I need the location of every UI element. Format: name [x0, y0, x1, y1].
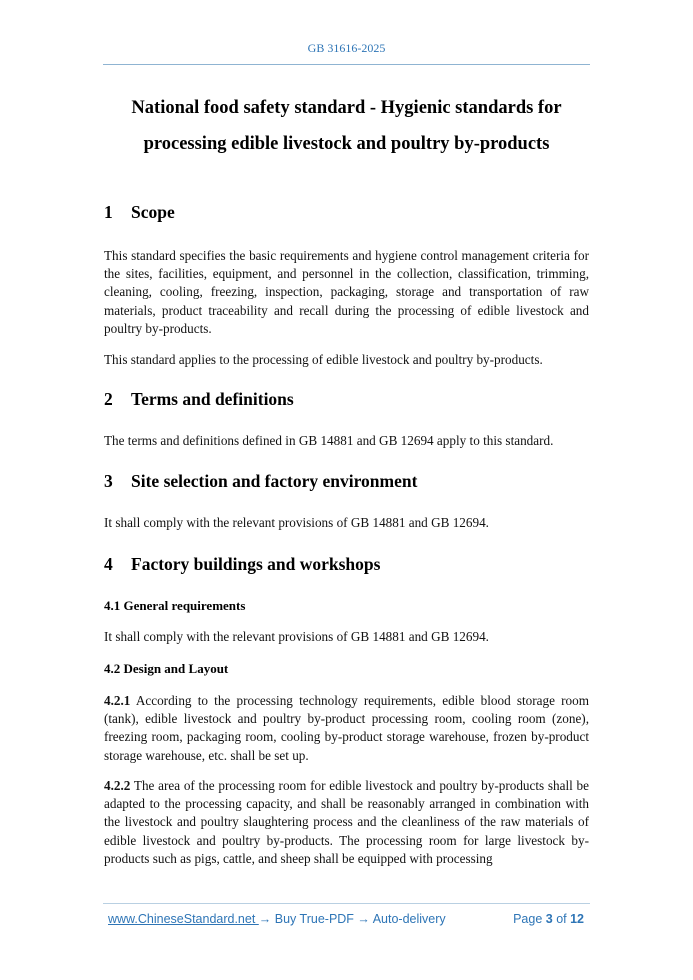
section-heading-site-selection [104, 471, 417, 492]
title-line-2: processing edible livestock and poultry by-products [143, 134, 550, 154]
buy-true-pdf-text: Buy True-PDF [271, 912, 358, 926]
clause-number: 4.2.1 [104, 693, 131, 708]
clause-4-2-1 [104, 692, 589, 765]
clause-text: The area of the processing room for edible livestock and poultry by-products shall be adapted to the processing capacity, and shall be reasonably arranged in combination with the livestock and poultry slaughtering process and the cleanliness of the raw materials of edible livestock and poultry by-products. The processing room for large livestock by-products such as pigs, cattle, and sheep shall be equipped with processing [104, 778, 590, 866]
chinesestandard-link[interactable]: www.ChineseStandard.net [108, 912, 259, 926]
footer-divider [103, 903, 590, 904]
terms-paragraph: The terms and definitions defined in GB 14881 and GB 12694 apply to this standard. [104, 433, 554, 448]
site-selection-paragraph: It shall comply with the relevant provisions of GB 14881 and GB 12694. [104, 515, 489, 530]
section-title: Terms and definitions [131, 389, 294, 409]
scope-paragraph-1: This standard specifies the basic requirements and hygiene control management criteria for the sites, facilities, equipment, and personnel in the collection, classification, trimming, cleaning, cooling, freezing, inspection, packaging, storage and transportation of raw materials, product traceability and recall during the processing of edible livestock and poultry by-products. [104, 248, 589, 336]
section-number: 3 [104, 471, 113, 491]
page-indicator [513, 912, 584, 926]
section-heading-terms [104, 389, 294, 410]
section-number: 1 [104, 202, 113, 222]
general-requirements-paragraph: It shall comply with the relevant provisions of GB 14881 and GB 12694. [104, 629, 489, 644]
subsection-heading-general-requirements: 4.1 General requirements [104, 598, 246, 613]
page-total: 12 [570, 912, 584, 926]
section-heading-factory-buildings [104, 554, 380, 575]
clause-4-2-2 [104, 777, 589, 868]
page-of-label: of [552, 912, 571, 926]
subsection-heading-design-layout: 4.2 Design and Layout [104, 661, 229, 676]
page-footer [108, 912, 586, 926]
standard-code: GB 31616-2025 [307, 41, 386, 55]
page-current: 3 [545, 912, 553, 926]
clause-text: According to the processing technology requirements, edible blood storage room (tank), edible livestock and poultry by-product processing room, cooling room (zone), freezing room, packaging room, cooling by-product storage warehouse, frozen by-product storage warehouse, etc. shall be set up. [104, 693, 589, 763]
section-title: Scope [131, 202, 175, 222]
section-heading-scope [104, 202, 175, 223]
arrow-right-icon: → [357, 912, 370, 926]
section-title: Factory buildings and workshops [131, 554, 381, 574]
title-line-1: National food safety standard - Hygienic standards for [131, 98, 562, 118]
arrow-right-icon: → [258, 912, 272, 926]
section-title: Site selection and factory environment [131, 471, 418, 491]
page-label: Page [513, 912, 546, 926]
section-number: 2 [104, 389, 113, 409]
clause-number: 4.2.2 [104, 778, 131, 793]
document-title [80, 90, 613, 162]
header-divider [103, 64, 590, 65]
auto-delivery-text: Auto-delivery [369, 912, 446, 926]
section-number: 4 [104, 554, 113, 574]
scope-paragraph-2: This standard applies to the processing of edible livestock and poultry by-products. [104, 352, 543, 367]
